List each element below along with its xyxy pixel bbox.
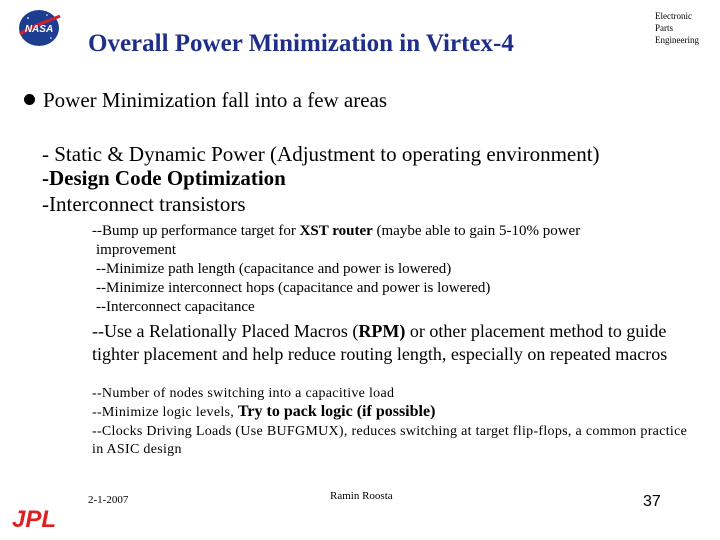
sub-line-hops: --Minimize interconnect hops (capacitance and power is lowered) (96, 280, 491, 296)
footer-author: Ramin Roosta (330, 490, 393, 502)
corner-line-2: Parts (655, 23, 673, 33)
sub-block-clocks: --Clocks Driving Loads (Use BUFGMUX), reduces switching at target flip-flops, a common practice in ASIC design (92, 424, 688, 457)
page-number: 37 (643, 493, 661, 510)
main-bullet-text: Power Minimization fall into a few areas (43, 88, 388, 112)
sub-line-improvement: improvement (96, 242, 176, 258)
jpl-logo-text: JPL (12, 506, 57, 531)
sub-block-nodes (92, 385, 692, 422)
sub-line-path-length: --Minimize path length (capacitance and power is lowered) (96, 261, 452, 277)
sub-line-logic-levels (92, 403, 692, 422)
level1-item-static-dynamic: - Static & Dynamic Power (Adjustment to operating environment) (42, 142, 600, 166)
level1-item-design-code: -Design Code Optimization (42, 166, 286, 190)
level1-item-interconnect: -Interconnect transistors (42, 192, 246, 216)
sub-line-xst-post: (maybe able to gain 5-10% power (372, 223, 581, 239)
footer-date: 2-1-2007 (88, 494, 129, 506)
corner-line-3: Engineering (655, 35, 699, 45)
logic-levels-pre: --Minimize logic levels, (92, 405, 238, 420)
slide-title: Overall Power Minimization in Virtex-4 (88, 30, 514, 57)
sub-line-capacitance: --Interconnect capacitance (96, 299, 255, 315)
sub-line-xst-pre: --Bump up performance target for (92, 223, 300, 239)
sub-block-rpm (92, 320, 702, 366)
main-bullet (24, 88, 387, 113)
bullet-dot-icon (24, 94, 35, 105)
sub-line-xst (92, 222, 702, 241)
sub-line-xst-bold: XST router (299, 223, 373, 239)
logic-levels-bold: Try to pack logic (if possible) (237, 403, 436, 420)
nasa-logo-text: NASA (24, 24, 54, 35)
sub-line-nodes: --Number of nodes switching into a capacitive load (92, 386, 395, 401)
corner-label (655, 10, 699, 46)
corner-line-1: Electronic (655, 11, 692, 21)
rpm-text-pre: --Use a Relationally Placed Macros ( (92, 321, 359, 341)
rpm-text-bold: RPM) (358, 321, 406, 341)
nasa-logo (16, 8, 62, 48)
sub-block-routing (92, 222, 702, 317)
rpm-text-post: or other placement method to guide tighter placement and help reduce routing length, especially on repeated macros (92, 321, 668, 364)
jpl-logo (10, 505, 62, 531)
